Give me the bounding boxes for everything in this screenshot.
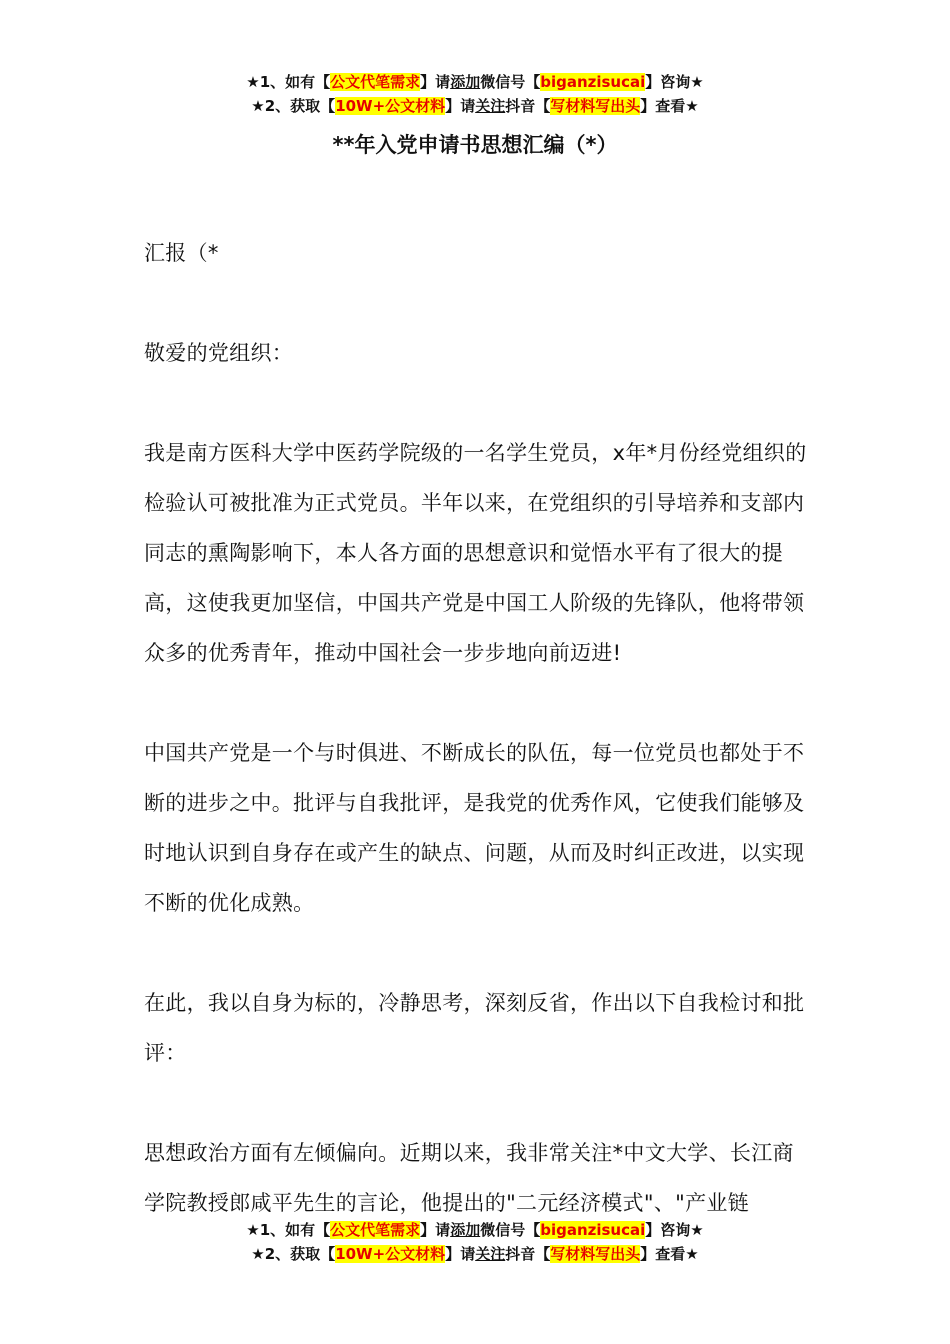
- promo-line-1: [0, 70, 950, 94]
- promo-text: 】请: [445, 97, 476, 115]
- promo-text: 】请: [420, 1221, 451, 1239]
- promo-text: 】查看★: [640, 1245, 699, 1263]
- promo-underlined: 添加: [450, 1221, 481, 1239]
- promo-highlight: 10W+公文材料: [335, 97, 446, 115]
- promo-highlight: biganzisucai: [540, 73, 646, 91]
- promo-highlight: 公文代笔需求: [330, 73, 421, 91]
- promo-text: ★1、如有【: [246, 1221, 331, 1239]
- promo-text: 】请: [420, 73, 451, 91]
- promo-text: ★2、获取【: [251, 1245, 336, 1263]
- promo-line-2: [0, 94, 950, 118]
- promo-line-2: [0, 1242, 950, 1266]
- promo-underlined: 关注: [475, 1245, 506, 1263]
- promo-text: 】请: [445, 1245, 476, 1263]
- promo-text: 】查看★: [640, 97, 699, 115]
- paragraph-political-thought: 思想政治方面有左倾偏向。近期以来，我非常关注*中文大学、长江商学院教授郎咸平先生的言论，他提出的"二元经济模式"、"产业链: [144, 1141, 794, 1215]
- promo-text: ★1、如有【: [246, 73, 331, 91]
- promo-text: 】咨询★: [645, 1221, 704, 1239]
- promo-banner-bottom: [0, 1218, 950, 1266]
- paragraph-party-progress: 中国共产党是一个与时俱进、不断成长的队伍，每一位党员也都处于不断的进步之中。批评与自我批评，是我党的优秀作风，它使我们能够及时地认识到自身存在或产生的缺点、问题，从而及时纠正改进，以实现不断的优化成熟。: [144, 741, 805, 915]
- promo-text: 抖音【: [505, 1245, 551, 1263]
- promo-highlight: 写材料写出头: [550, 97, 641, 115]
- promo-underlined: 添加: [450, 73, 481, 91]
- promo-text: 微信号【: [480, 1221, 541, 1239]
- promo-line-1: [0, 1218, 950, 1242]
- promo-text: 抖音【: [505, 97, 551, 115]
- promo-highlight: 写材料写出头: [550, 1245, 641, 1263]
- promo-highlight: 公文代笔需求: [330, 1221, 421, 1239]
- promo-banner-top: [0, 70, 950, 118]
- document-title: **年入党申请书思想汇编（*）: [332, 133, 618, 157]
- promo-highlight: 10W+公文材料: [335, 1245, 446, 1263]
- promo-text: ★2、获取【: [251, 97, 336, 115]
- paragraph-salutation: 敬爱的党组织：: [144, 341, 294, 365]
- paragraph-report-heading: 汇报（*: [144, 241, 219, 265]
- document-body: [144, 228, 808, 1278]
- promo-text: 微信号【: [480, 73, 541, 91]
- promo-text: 】咨询★: [645, 73, 704, 91]
- paragraph-self-criticism-intro: 在此，我以自身为标的，冷静思考，深刻反省，作出以下自我检讨和批评：: [144, 991, 805, 1065]
- promo-underlined: 关注: [475, 97, 506, 115]
- paragraph-introduction: 我是南方医科大学中医药学院级的一名学生党员，x年*月份经党组织的检验认可被批准为正式党员。半年以来，在党组织的引导培养和支部内同志的熏陶影响下，本人各方面的思想意识和觉悟水平有了很大的提高，这使我更加坚信，中国共产党是中国工人阶级的先锋队，他将带领众多的优秀青年，推动中国社会一步步地向前迈进!: [144, 441, 807, 665]
- promo-highlight: biganzisucai: [540, 1221, 646, 1239]
